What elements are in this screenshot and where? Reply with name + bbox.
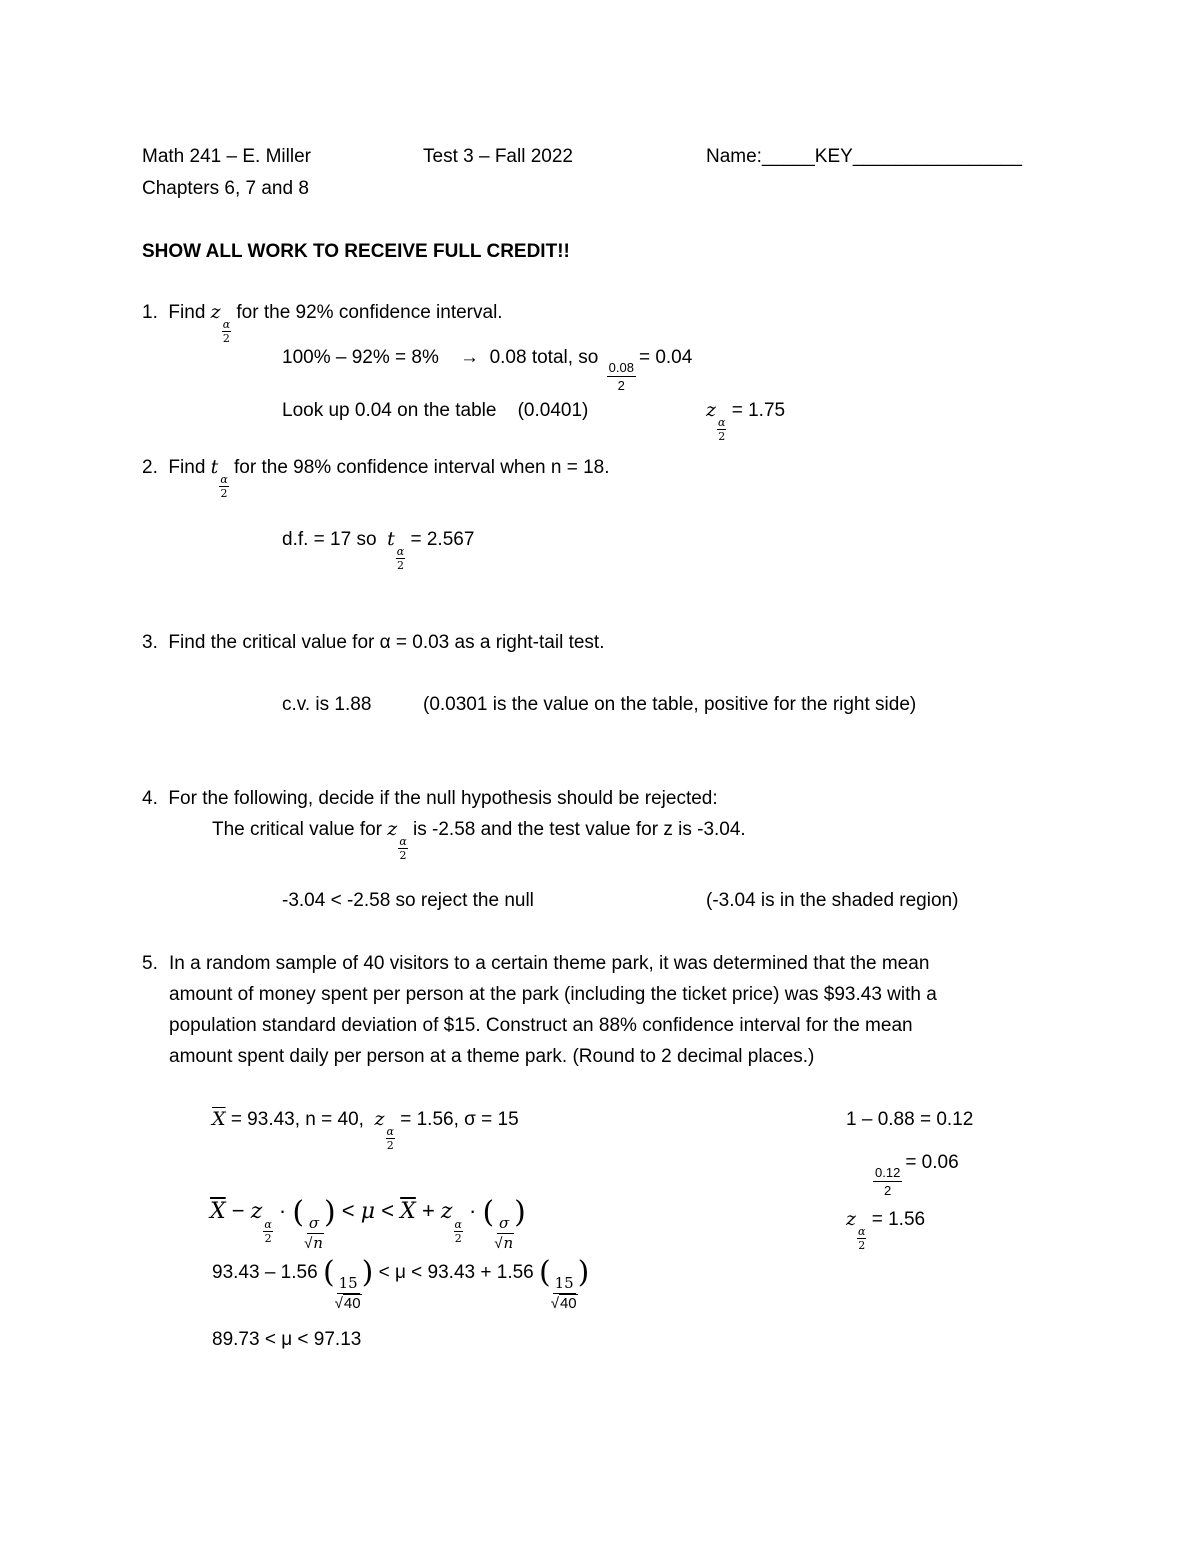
q5-side-1: 1 – 0.88 = 0.12 (846, 1109, 974, 1130)
q1-lookup: Look up 0.04 on the table (282, 400, 497, 421)
q1-work-line-1 (282, 348, 692, 392)
question-text-pre: Find (168, 302, 206, 323)
q5-side-2 (870, 1153, 959, 1197)
q5-given-b: = 1.56, σ = 15 (400, 1109, 519, 1130)
question-number: 4. (142, 788, 158, 809)
question-5-line-2: amount of money spent per person at the park (including the ticket price) was $93.43 with a (169, 984, 937, 1005)
t-symbol: t (210, 456, 219, 478)
question-text-post: for the 98% confidence interval when n = 18. (234, 457, 610, 478)
question-5-number: 5. (142, 953, 158, 974)
q1-answer-value: = 1.75 (731, 400, 786, 421)
question-number: 3. (142, 632, 158, 653)
question-text: Find the critical value for α = 0.03 as a right-tail test. (168, 632, 605, 653)
q1-work-line-2 (282, 401, 588, 420)
q5-sub-left: 93.43 – 1.56 (212, 1262, 318, 1283)
alpha-over-2: $\frac{\alpha}{2}$ (718, 416, 726, 443)
test-title: Test 3 – Fall 2022 (423, 146, 573, 167)
z-symbol: z (846, 1208, 857, 1230)
question-5-line-3: population standard deviation of $15. Construct an 88% confidence interval for the mean (169, 1015, 913, 1036)
q4-note: (-3.04 is in the shaded region) (706, 890, 959, 911)
question-text-pre: Find (168, 457, 206, 478)
q1-table-value: (0.0401) (517, 400, 589, 421)
q4-line-2 (212, 820, 746, 861)
q2-answer-value: = 2.567 (410, 529, 475, 550)
instructions: SHOW ALL WORK TO RECEIVE FULL CREDIT!! (142, 241, 570, 262)
alpha-over-2: $\frac{\alpha}{2}$ (222, 318, 231, 345)
alpha-over-2: $\frac{\alpha}{2}$ (399, 835, 407, 862)
alpha-over-2: $\frac{\alpha}{2}$ (858, 1225, 866, 1252)
q3-note: (0.0301 is the value on the table, positive for the right side) (423, 694, 917, 715)
q4-answer: -3.04 < -2.58 so reject the null (282, 890, 534, 911)
q5-sub-fraction: $\frac{15}{√40}$ (334, 1274, 361, 1312)
q4-line2-post: is -2.58 and the test value for z is -3.04. (413, 819, 746, 840)
question-1 (142, 303, 503, 344)
q5-given (212, 1110, 519, 1151)
t-symbol: t (387, 528, 395, 550)
q1-answer (706, 401, 785, 442)
alpha-over-2: $\frac{\alpha}{2}$ (386, 1125, 394, 1152)
name-field: Name:_____KEY________________ (706, 146, 1022, 167)
q3-answer: c.v. is 1.88 (282, 694, 372, 715)
q4-line2-pre: The critical value for (212, 819, 383, 840)
q5-side-fraction: $\frac{0.12}{2}$ (875, 1165, 901, 1198)
question-5-line-4: amount spent daily per person at a theme park. (Round to 2 decimal places.) (169, 1046, 815, 1067)
q2-work-line (282, 530, 474, 571)
course-title: Math 241 – E. Miller (142, 146, 311, 167)
q5-sub-fraction: $\frac{15}{√40}$ (550, 1274, 577, 1312)
question-4 (142, 789, 718, 808)
arrow-icon: → (460, 347, 479, 368)
q5-sub-mid: < μ < 93.43 + 1.56 (378, 1262, 534, 1283)
x-bar-symbol: $\overline{X}$ (212, 1108, 226, 1130)
q2-df: d.f. = 17 so (282, 529, 377, 550)
question-number: 1. (142, 302, 158, 323)
z-symbol: z (706, 399, 717, 421)
z-symbol: z (374, 1108, 385, 1130)
question-text-post: for the 92% confidence interval. (236, 302, 503, 323)
question-number: 2. (142, 457, 158, 478)
q5-given-a: = 93.43, n = 40, (230, 1109, 364, 1130)
question-5-line-1: In a random sample of 40 visitors to a certain theme park, it was determined that the mean (169, 953, 930, 974)
q1-half: = 0.04 (638, 347, 693, 368)
question-2 (142, 458, 610, 499)
q5-side-half: = 0.06 (905, 1152, 959, 1173)
q5-substitution: 93.43 – 1.56 ( $\frac{15}{√40}$ ) < μ < 93.43 + 1.56 ( $\frac{15}{√40}$ ) (212, 1255, 590, 1312)
alpha-over-2: $\frac{\alpha}{2}$ (220, 473, 228, 500)
z-symbol: z (210, 301, 221, 323)
q5-side-3 (846, 1210, 925, 1251)
question-3 (142, 633, 604, 652)
q1-total: 0.08 total, so (489, 347, 599, 368)
z-symbol: z (387, 818, 398, 840)
q5-result: 89.73 < μ < 97.13 (212, 1329, 362, 1350)
q5-side-z-value: = 1.56 (871, 1209, 926, 1230)
alpha-over-2: $\frac{\alpha}{2}$ (396, 545, 405, 572)
question-text: For the following, decide if the null hypothesis should be rejected: (168, 788, 718, 809)
chapters-subtitle: Chapters 6, 7 and 8 (142, 178, 309, 199)
confidence-interval-formula: $\overline{X} - z$ $\frac{\alpha}{2}$ · ( $\frac{\sigma}{√n}$ ) < $\mu < \overline{X} + z$ $\frac{\alpha}{2}$ · ( $\frac{\sigma}{√n}$ ) (210, 1195, 526, 1252)
q1-fraction: $\frac{0.08}{2}$ (608, 360, 634, 393)
q1-subtraction: 100% – 92% = 8% (282, 347, 439, 368)
